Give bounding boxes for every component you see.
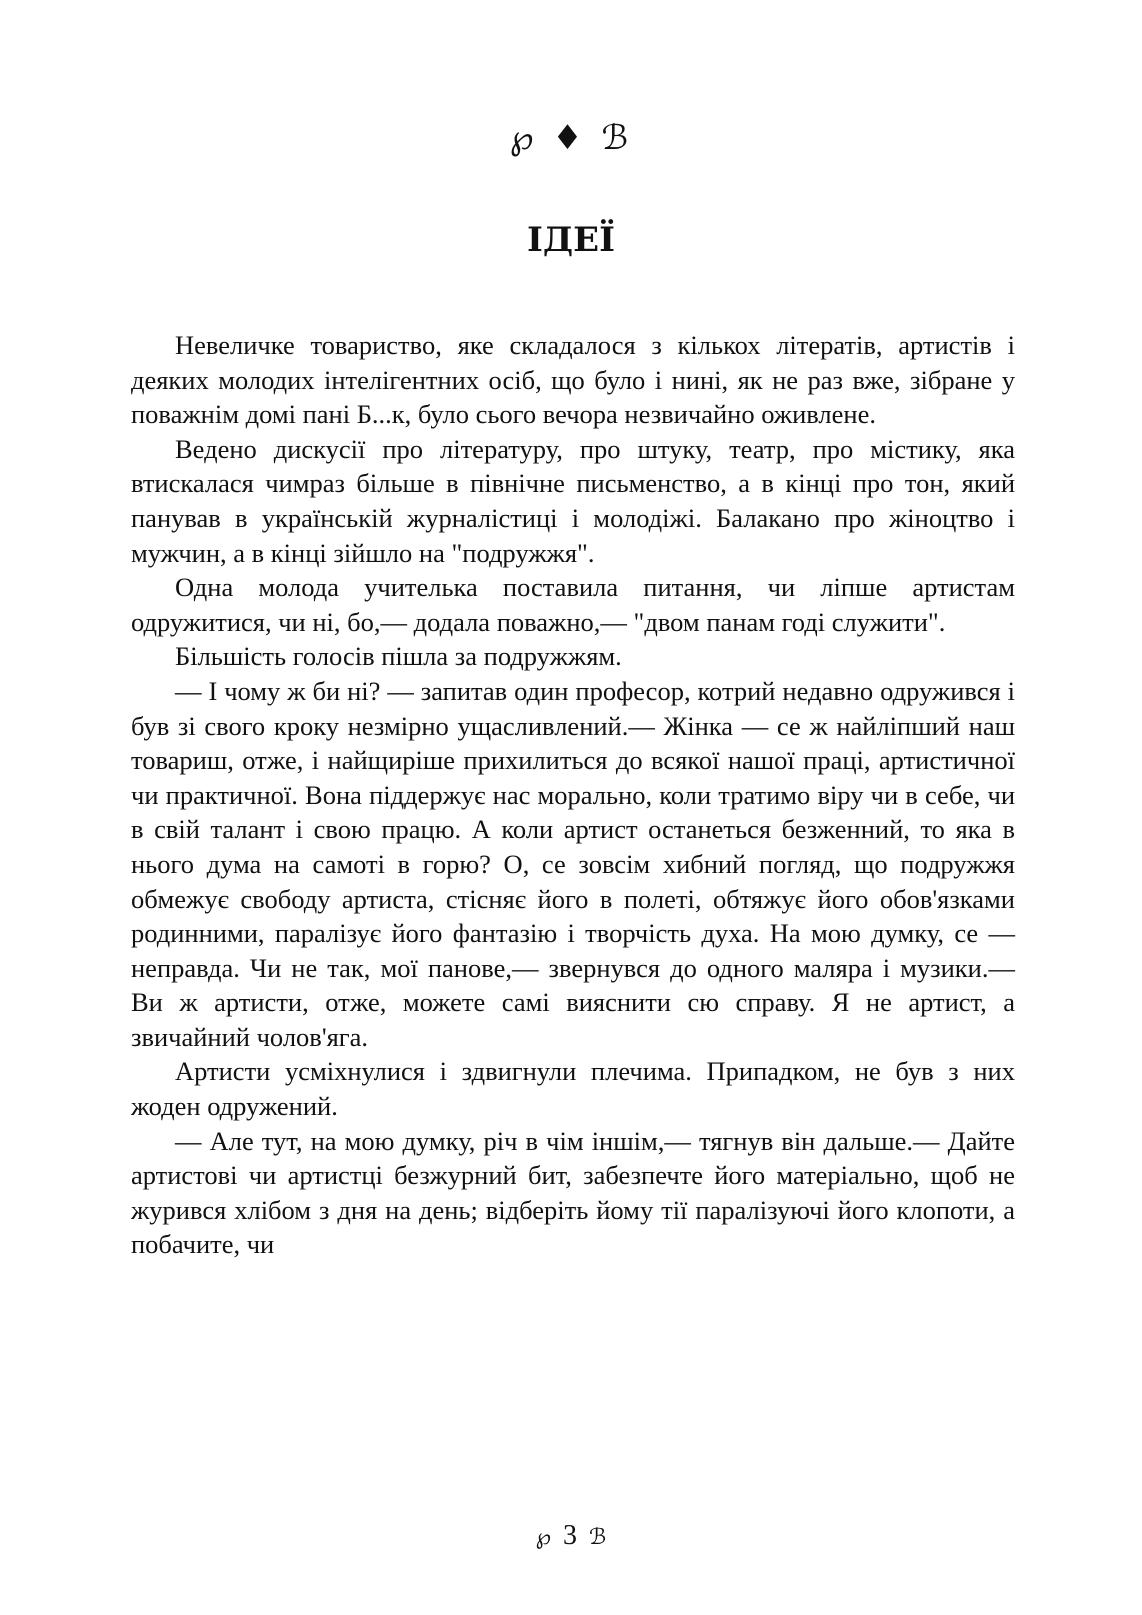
paragraph: Ведено дискусії про літературу, про штуку, театр, про містику, яка втискалася чимраз більше в північне письменство, а в кінці про тон, який панував в українській журналістиці і молодіжі. Балакано про жіноцтво і мужчин, а в кінці зійшло на "подружжя". xyxy=(131,433,1015,568)
page-number: 3 xyxy=(563,1520,578,1551)
page-footer xyxy=(0,1518,1142,1556)
paragraph: Більшість голосів пішла за подружжям. xyxy=(175,641,622,672)
ornament-left-glyph: ℘ xyxy=(509,118,538,158)
body-text xyxy=(131,328,1015,1262)
paragraph: — Але тут, на мою думку, річ в чім іншім,— тягнув він дальше.— Дайте артистові чи артистці безжурний бит, забезпечте його матеріально, щоб не журився хлібом з дня на день; відберіть йому тії паралізуючі його клопоти, а побачите, чи xyxy=(131,1125,1015,1260)
footer-ornament-left: ℘ xyxy=(535,1525,552,1550)
paragraph: Одна молода учителька поставила питання, чи ліпше артистам одружитися, чи ні, бо,— додала поважно,— "двом панам годі служити". xyxy=(131,572,1015,637)
top-ornament xyxy=(0,118,1142,158)
ornament-diamond-icon: ♦ xyxy=(552,118,587,158)
paragraph: Артисти усміхнулися і здвигнули плечима. Припадком, не був з них жоден одружений. xyxy=(131,1056,1015,1122)
ornament-right-glyph: ℬ xyxy=(601,118,633,158)
paragraph: — І чому ж би ні? — запитав один професор, котрий недавно одружився і був зі свого кроку незмірно ущасливлений.— Жінка — се ж найліпший наш товариш, отже, і найщиріше прихилиться до всякої нашої праці, артистичної чи практичної. Вона піддержує нас морально, коли тратимо віру чи в себе, чи в свій талант і свою працю. А коли артист останеться безженний, то яка в нього дума на самоті в горю? О, се зовсім хибний погляд, що подружжя обмежує свободу артиста, стісняє його в полеті, обтяжує його обов'язками родинними, паралізує його фантазію і творчість духа. На мою думку, се — неправда. Чи не так, мої панове,— звернувся до одного маляра і музики.— Ви ж артисти, отже, можете самі вияснити сю справу. Я не артист, а звичайний чолов'яга. xyxy=(131,675,1015,1052)
footer-ornament-right: ℬ xyxy=(589,1525,607,1550)
paragraph: Невеличке товариство, яке складалося з кількох літератів, артистів і деяких молодих інтелігентних осіб, що було і нині, як не раз вже, зібране у поважнім домі пані Б...к, було сього вечора незвичайно оживлене. xyxy=(131,330,1015,430)
chapter-title: ІДЕЇ xyxy=(527,220,615,260)
